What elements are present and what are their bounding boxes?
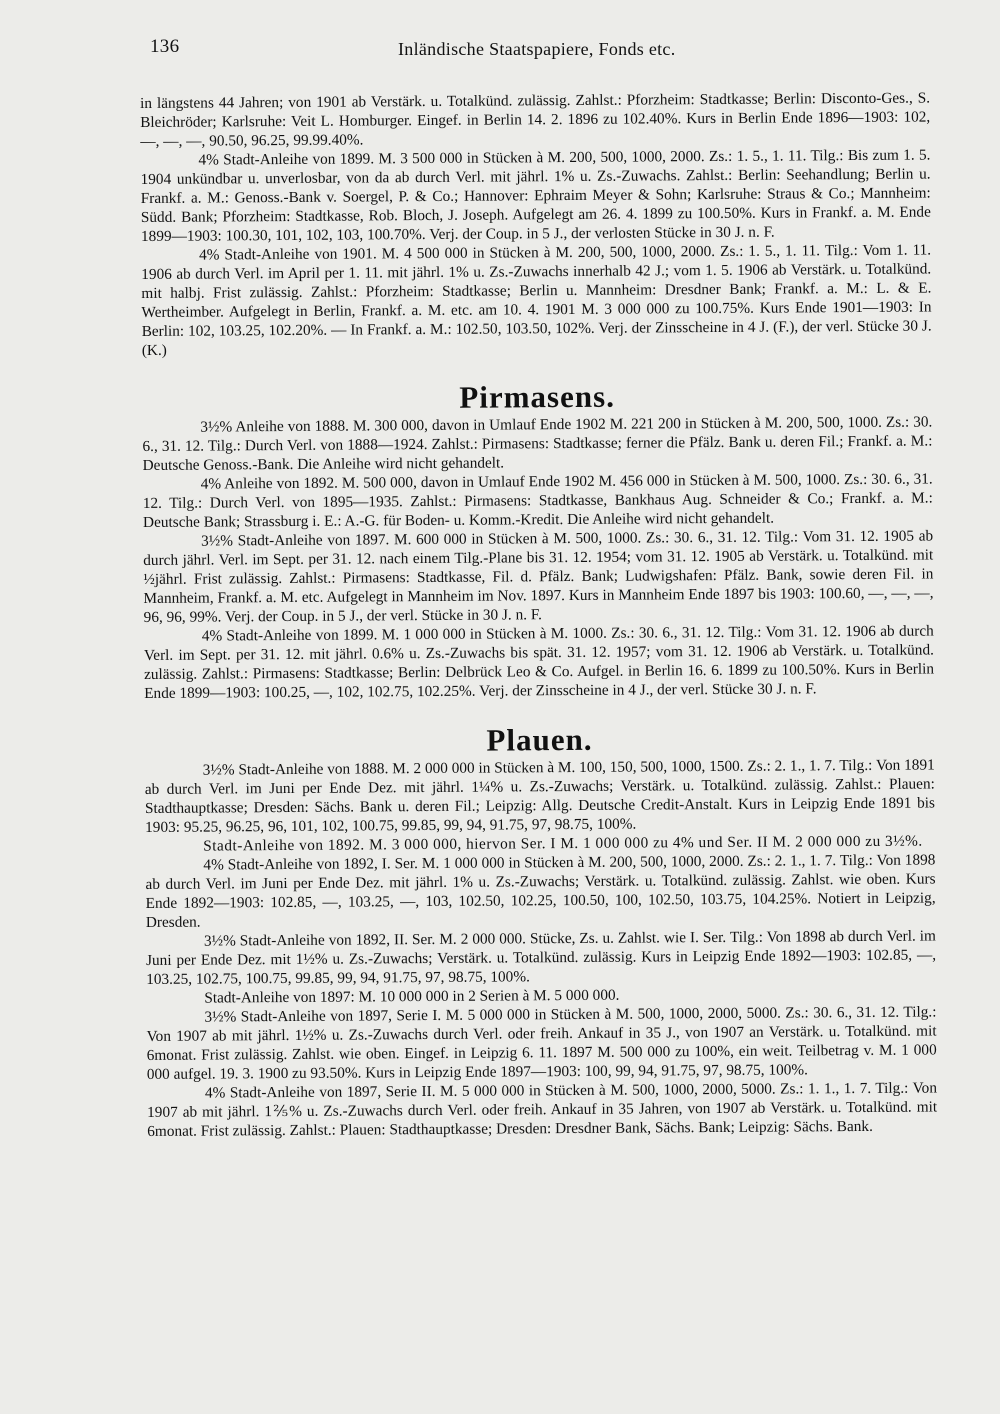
paragraph: Stadt-Anleihe von 1892. M. 3 000 000, hiervon Ser. I M. 1 000 000 zu 4% und Ser. II M. 2 000 000 zu 3½%. xyxy=(203,832,923,855)
section-pirmasens xyxy=(142,376,934,703)
paragraph: 4% Stadt-Anleihe von 1899. M. 3 500 000 in Stücken à M. 200, 500, 1000, 2000. Zs.: 1. 5., 1. 11. Tilg.: Bis zum 1. 5. 1904 unkündbar u. unverlosbar, von da ab durch Verl. mit jährl. 1% u. Zs.-Zuwachs. Zahlst.: Berlin: Seehandlung; Berlin u. Frankf. a. M.: Genoss.-Bank v. Soergel, P. & Co.; Hannover: Ephraim Meyer & Sohn; Karlsruhe: Straus & Co.; Mannheim: Südd. Bank; Pforzheim: Stadtkasse, Rob. Bloch, J. Joseph. Aufgelegt am 26. 4. 1899 zu 100.50%. Kurs in Frankf. a. M. Ende 1899—1903: 100.30, 101, 102, 103, 100.70%. Verj. der Coup. in 5 J., der verlosten Stücke in 30 J. n. F. xyxy=(140,146,931,245)
paragraph: 4% Stadt-Anleihe von 1897, Serie II. M. 5 000 000 in Stücken à M. 500, 1000, 2000, 5000. Zs.: 1. 1., 1. 7. Tilg.: Von 1907 ab mit jährl. 1⅖% u. Zs.-Zuwachs durch Verl. oder freih. Ankauf in 35 Jahren, von 1907 ab Verstärk. u. Totalkünd. mit 6monat. Frist zulässig. Zahlst.: Plauen: Stadthauptkasse; Dresden: Dresdner Bank, Sächs. Bank; Leipzig: Sächs. Bank. xyxy=(147,1079,938,1140)
page-body xyxy=(140,88,937,1140)
page-number: 136 xyxy=(150,36,180,57)
paragraph: 3½% Anleihe von 1888. M. 300 000, davon in Umlauf Ende 1902 M. 221 200 in Stücken à M. 200, 500, 1000. Zs.: 30. 6., 31. 12. Tilg.: Durch Verl. von 1888—1924. Zahlst.: Pirmasens: Stadtkasse; ferner die Pfälz. Bank u. deren Fil.; Frankf. a. M.: Deutsche Genoss.-Bank. Die Anleihe wird nicht gehandelt. xyxy=(142,413,933,474)
section-title-pirmasens: Pirmasens. xyxy=(459,378,615,415)
paragraph: 4% Stadt-Anleihe von 1899. M. 1 000 000 in Stücken à M. 1000. Zs.: 30. 6., 31. 12. Tilg.: Vom 31. 12. 1906 ab durch Verl. im Sept. per 31. 12. mit jährl. 0.6% u. Zs.-Zuwachs bis spät. 31. 12. 1957; vom 31. 12. 1906 ab Verstärk. u. Totalkünd. zulässig. Zahlst.: Pirmasens: Stadtkasse; Berlin: Delbrück Leo & Co. Aufgel. in Berlin 16. 6. 1899 zu 100.50%. Kurs in Berlin Ende 1899—1903: 100.25, —, 102, 102.75, 102.25%. Verj. der Zinsscheine in 4 J., der verl. Stücke 30 J. n. F. xyxy=(143,622,935,702)
section-continuation xyxy=(140,88,932,360)
section-plauen xyxy=(144,719,937,1141)
paragraph: in längstens 44 Jahren; von 1901 ab Verstärk. u. Totalkünd. zulässig. Zahlst.: Pforzheim: Stadtkasse; Berlin: Disconto-Ges., S. Bleichröder; Karlsruhe: Veit L. Homburger. Eingef. in Berlin 14. 2. 1896 zu 102.40%. Kurs in Berlin Ende 1896—1903: 102, —, —, —, 90.50, 96.25, 99.99.40%. xyxy=(140,89,931,150)
paragraph: 4% Stadt-Anleihe von 1892, I. Ser. M. 1 000 000 in Stücken à M. 200, 500, 1000, 2000. Zs.: 2. 1., 1. 7. Tilg.: Von 1898 ab durch Verl. im Juni per Ende Dez. mit jährl. 1% u. Zs.-Zuwachs; Verstärk. u. Totalkünd. zulässig. Zahlst. wie oben. Kurs Ende 1892—1903: 102.85, —, 103.25, —, 103, 102.50, 102.25, 100.50, 100, 102.50, 103.75, 104.25%. Notiert in Leipzig, Dresden. xyxy=(145,851,936,931)
section-title-plauen: Plauen. xyxy=(486,721,593,758)
paragraph: 4% Stadt-Anleihe von 1901. M. 4 500 000 in Stücken à M. 200, 500, 1000, 2000. Zs.: 1. 5., 1. 11. Tilg.: Vom 1. 11. 1906 ab durch Verl. im April per 1. 11. mit jährl. 1% u. Zs.-Zuwachs innerhalb 42 J.; vom 1. 5. 1906 ab Verstärk. u. Totalkünd. mit halbj. Frist zulässig. Zahlst.: Pforzheim: Stadtkasse; Berlin u. Mannheim: Dresdner Bank; Frankf. a. M.: L. & E. Wertheimber. Aufgelegt in Berlin, Frankf. a. M. etc. am 10. 4. 1901 M. 3 000 000 zu 100.75%. Kurs Ende 1901—1903: In Berlin: 102, 103.25, 102.20%. — In Frankf. a. M.: 102.50, 103.50, 102%. Verj. der Zinsscheine in 4 J. (F.), der verl. Stücke 30 J. (K.) xyxy=(141,241,932,359)
paragraph: 3½% Stadt-Anleihe von 1897. M. 600 000 in Stücken à M. 500, 1000. Zs.: 30. 6., 31. 12. Tilg.: Vom 31. 12. 1905 ab durch jährl. Verl. im Sept. per 31. 12. nach einem Tilg.-Plane bis 31. 12. 1954; vom 31. 12. 1905 ab Verstärk. u. Totalkünd. mit ½jährl. Frist zulässig. Zahlst.: Pirmasens: Stadtkasse, Fil. d. Pfälz. Bank; Ludwigshafen: Pfälz. Bank, sowie deren Fil. in Mannheim, Frankf. a. M. etc. Aufgelegt in Mannheim im Nov. 1897. Kurs in Mannheim Ende 1897 bis 1903: 100.60, —, —, —, 96, 96, 99%. Verj. der Coup. in 5 J., der verl. Stücke in 30 J. n. F. xyxy=(143,527,934,626)
paragraph: Stadt-Anleihe von 1897: M. 10 000 000 in 2 Serien à M. 5 000 000. xyxy=(204,986,620,1007)
paragraph: 4% Anleihe von 1892. M. 500 000, davon in Umlauf Ende 1902 M. 456 000 in Stücken à M. 500, 1000. Zs.: 30. 6., 31. 12. Tilg.: Durch Verl. von 1895—1935. Zahlst.: Pirmasens: Stadtkasse, Bankhaus Aug. Schneider & Co.; Frankf. a. M.: Deutsche Bank; Strassburg i. E.: A.-G. für Boden- u. Komm.-Kredit. Die Anleihe wird nicht gehandelt. xyxy=(142,470,933,531)
paragraph: 3½% Stadt-Anleihe von 1897, Serie I. M. 5 000 000 in Stücken à M. 500, 1000, 2000, 5000. Zs.: 30. 6., 31. 12. Tilg.: Von 1907 ab mit jährl. 1½% u. Zs.-Zuwachs durch Verl. oder freih. Ankauf in 35 J., von 1907 an Verstärk. u. Totalkünd. mit 6monat. Frist zulässig. Zahlst. wie oben. Eingef. in Leipzig 6. 11. 1897 M. 500 000 zu 100%, ein weit. Teilbetrag v. M. 1 000 000 aufgel. 19. 3. 1900 zu 93.50%. Kurs in Leipzig Ende 1897—1903: 100, 99, 94, 91.75, 97, 98.75, 100%. xyxy=(146,1003,937,1083)
running-head: Inländische Staatspapiere, Fonds etc. xyxy=(398,39,676,59)
paragraph: 3½% Stadt-Anleihe von 1888. M. 2 000 000 in Stücken à M. 100, 150, 500, 1000, 1500. Zs.: 2. 1., 1. 7. Tilg.: Von 1891 ab durch Verl. im Juni per Ende Dez. mit jährl. 1¼% u. Zs.-Zuwachs; Verstärk. u. Totalkünd. zulässig. Zahlst.: Plauen: Stadthauptkasse; Dresden: Sächs. Bank u. deren Fil.; Leipzig: Allg. Deutsche Credit-Anstalt. Kurs in Leipzig Ende 1891 bis 1903: 95.25, 96.25, 96, 101, 102, 100.75, 99.85, 99, 94, 91.75, 97, 98.75, 100%. xyxy=(144,756,936,836)
paragraph: 3½% Stadt-Anleihe von 1892, II. Ser. M. 2 000 000. Stücke, Zs. u. Zahlst. wie I. Ser. Tilg.: Von 1898 ab durch Verl. im Juni per Ende Dez. mit 1½% u. Zs.-Zuwachs; Verstärk. u. Totalkünd. zulässig. Kurs in Leipzig Ende 1892—1903: 102.85, —, 103.25, 102.75, 100.75, 99.85, 99, 94, 91.75, 97, 98.75, 100%. xyxy=(145,927,937,988)
